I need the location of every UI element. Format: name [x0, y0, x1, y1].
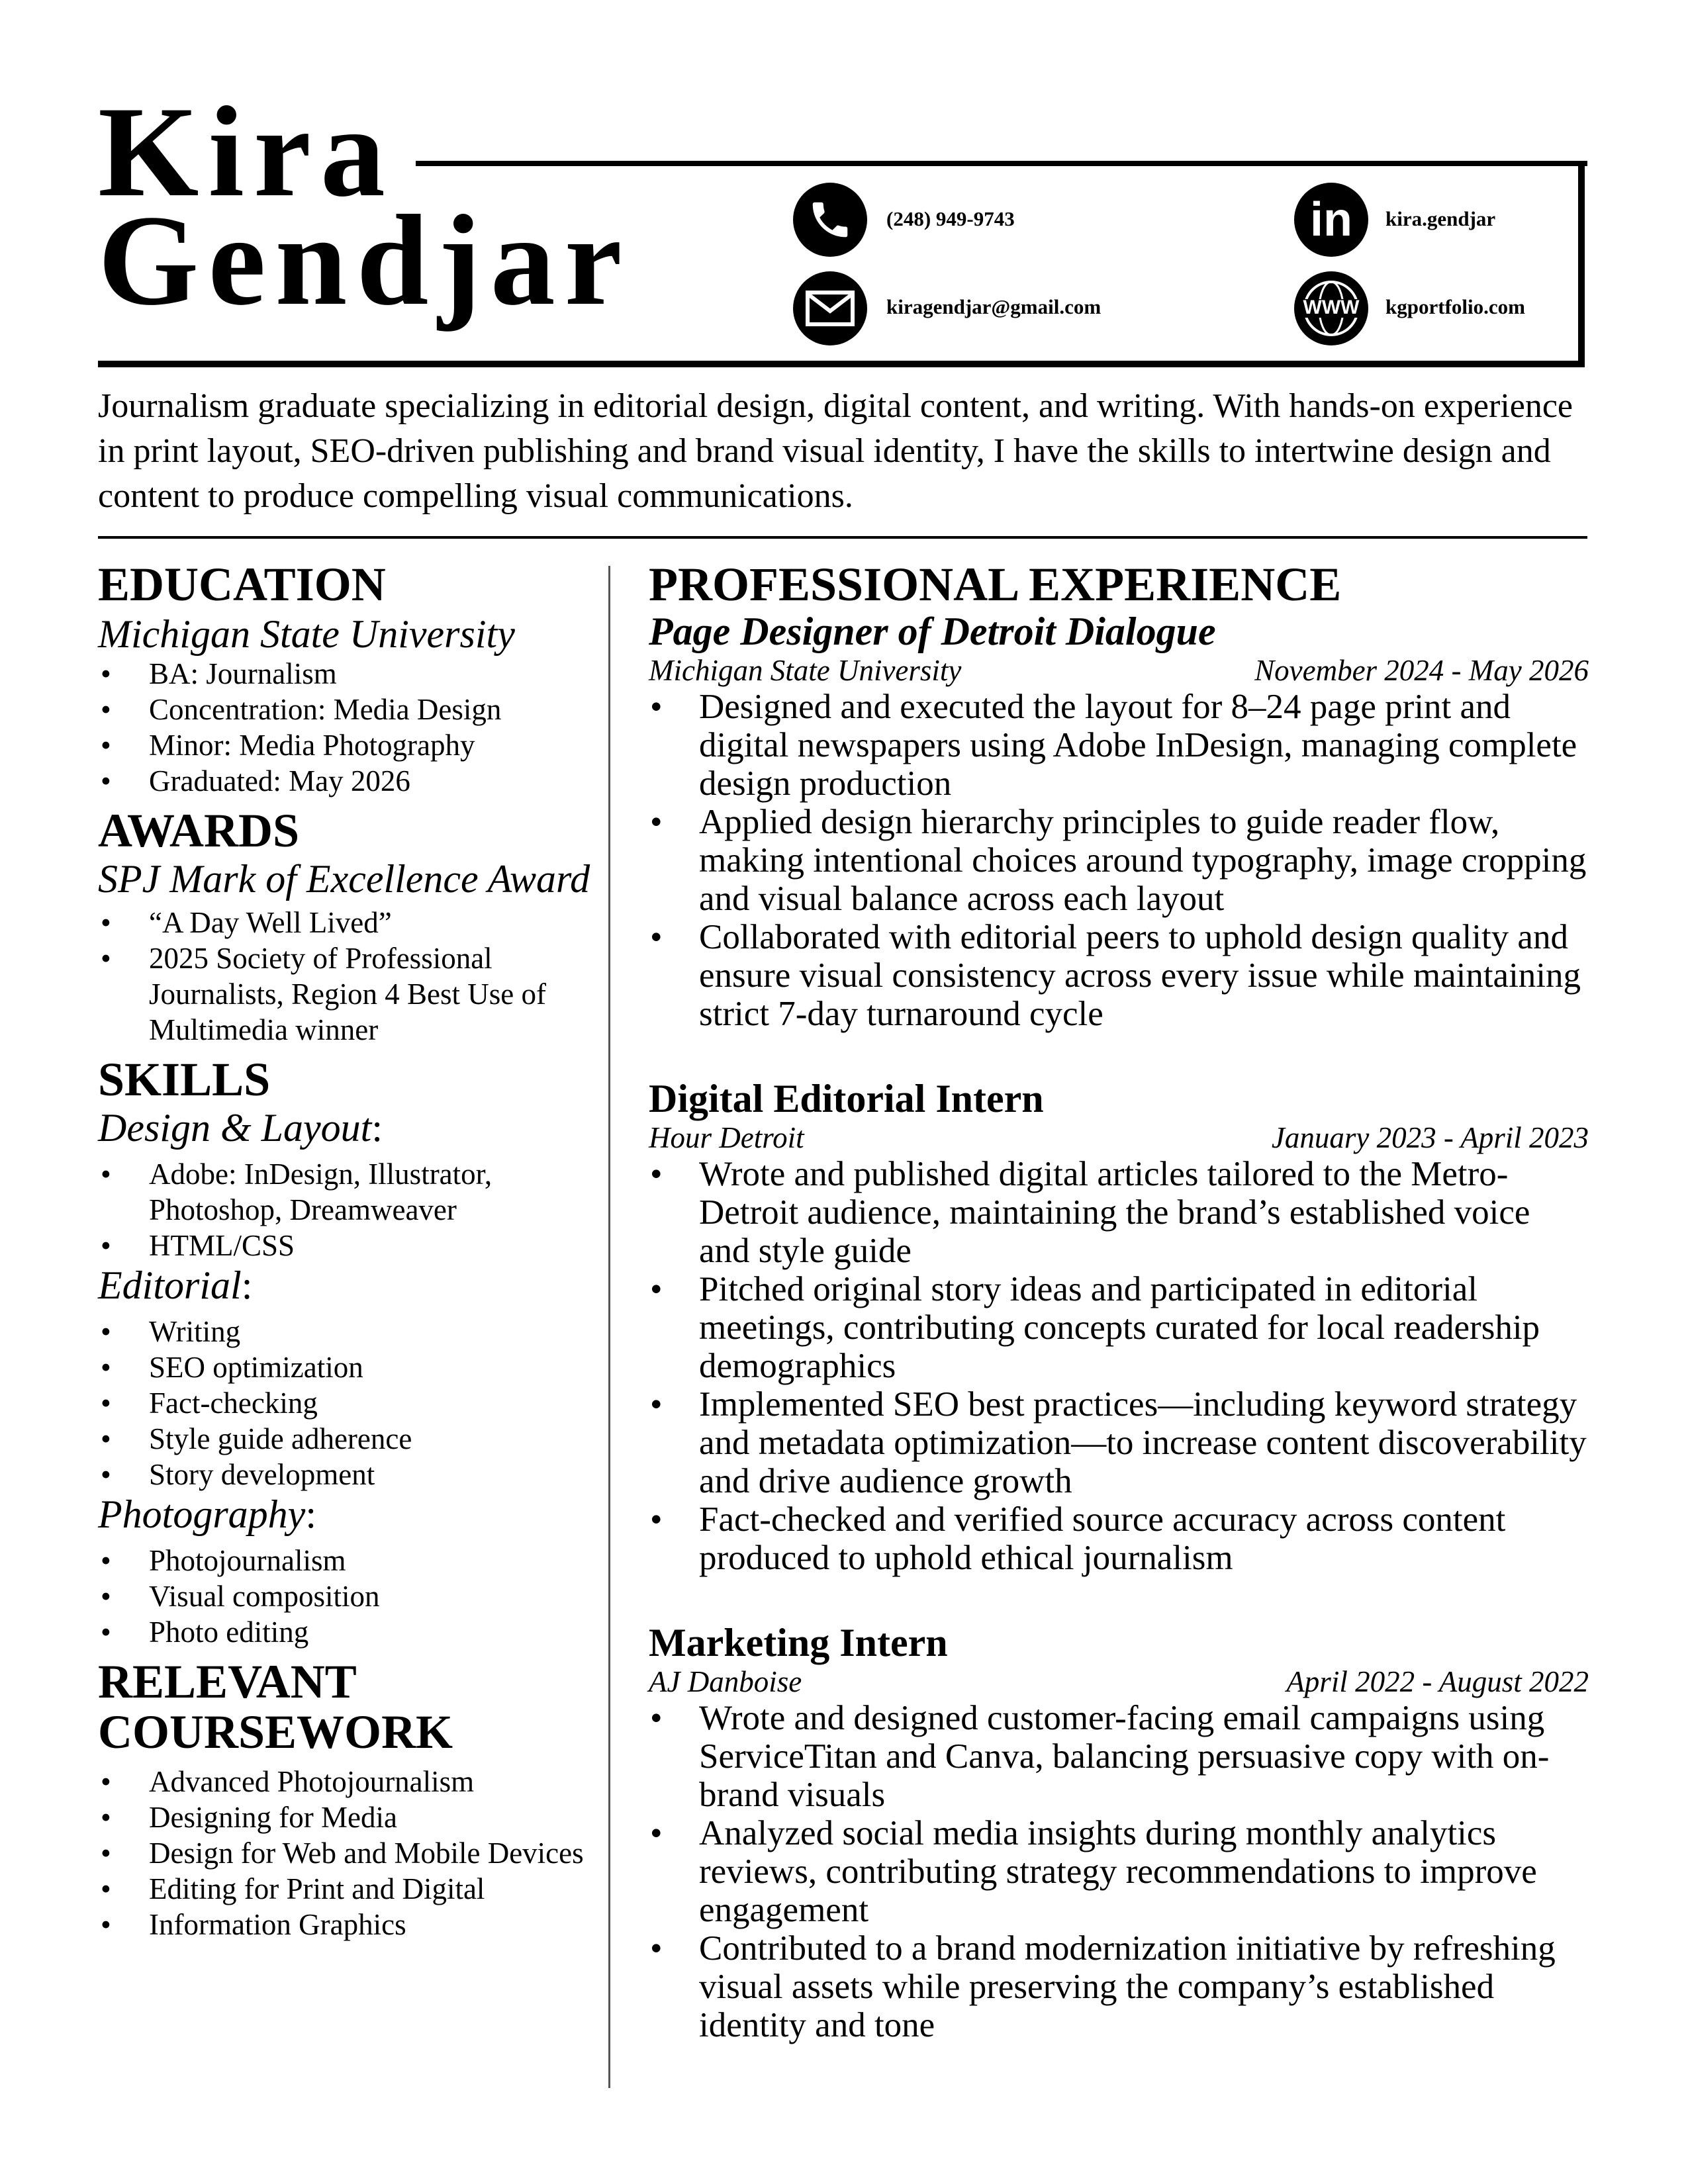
job-title: Marketing Intern: [649, 1621, 948, 1664]
list-item: • Implemented SEO best practices—including keyword strategy and metadata optimization—to increase content discoverability and drive audience growth: [649, 1385, 1589, 1500]
skill-group-title: Editorial:: [98, 1263, 253, 1307]
left-column: [98, 559, 591, 1942]
email-text[interactable]: kiragendjar@gmail.com: [886, 295, 1102, 318]
job-meta: [649, 1664, 1589, 1699]
skill-group-title: Photography:: [98, 1492, 316, 1536]
website-text[interactable]: kgportfolio.com: [1385, 295, 1525, 318]
list-item: • Applied design hierarchy principles to guide reader flow, making intentional choices around typography, image cropping and visual balance across each layout: [649, 803, 1589, 918]
list-item: • Photojournalism: [98, 1543, 591, 1578]
coursework-heading: RELEVANT COURSEWORK: [98, 1655, 453, 1758]
skills-section: [98, 1054, 591, 1650]
job-org: Hour Detroit: [649, 1121, 804, 1154]
education-heading: EDUCATION: [98, 558, 386, 611]
list-item: • Designed and executed the layout for 8–24 page print and digital newspapers using Adobe InDesign, managing complete design production: [649, 688, 1589, 803]
list-item: • Wrote and designed customer-facing email campaigns using ServiceTitan and Canva, balancing persuasive copy with on-brand visuals: [649, 1699, 1589, 1814]
list-item: • Pitched original story ideas and participated in editorial meetings, contributing concepts curated for local readership demographics: [649, 1270, 1589, 1385]
skills-photography-list: [98, 1543, 591, 1650]
job-meta: [649, 1120, 1589, 1155]
summary-rule: [98, 536, 1587, 539]
skills-heading: SKILLS: [98, 1053, 271, 1106]
job-bullets: [649, 688, 1589, 1033]
list-item: • HTML/CSS: [98, 1228, 591, 1263]
column-divider: [608, 566, 610, 2088]
list-item: • Fact-checked and verified source accuracy across content produced to uphold ethical journalism: [649, 1500, 1589, 1577]
skills-editorial-list: [98, 1314, 591, 1492]
first-name: Kira: [98, 80, 395, 224]
list-item: • Design for Web and Mobile Devices: [98, 1835, 591, 1871]
awards-list: [98, 905, 591, 1048]
award-title: SPJ Mark of Excellence Award: [98, 857, 590, 901]
list-item: • Adobe: InDesign, Illustrator, Photoshop, Dreamweaver: [98, 1156, 591, 1228]
experience-heading: PROFESSIONAL EXPERIENCE: [649, 558, 1342, 611]
list-item: • 2025 Society of Professional Journalists, Region 4 Best Use of Multimedia winner: [98, 940, 591, 1048]
list-item: • SEO optimization: [98, 1349, 591, 1385]
www-icon: WWW: [1294, 271, 1368, 345]
list-item: • Story development: [98, 1457, 591, 1492]
last-name: Gendjar: [98, 189, 632, 332]
coursework-list: [98, 1764, 591, 1942]
list-item: • Concentration: Media Design: [98, 692, 591, 727]
job-title: Digital Editorial Intern: [649, 1077, 1044, 1120]
skills-design-list: [98, 1156, 591, 1263]
list-item: • Advanced Photojournalism: [98, 1764, 591, 1799]
skill-group-title: Design & Layout:: [98, 1106, 383, 1150]
list-item: • Editing for Print and Digital: [98, 1871, 591, 1907]
list-item: • Analyzed social media insights during monthly analytics reviews, contributing strategy recommendations to improve engagement: [649, 1814, 1589, 1929]
education-list: [98, 656, 591, 799]
mail-icon: [793, 271, 867, 345]
phone-icon: [793, 183, 867, 257]
list-item: • Photo editing: [98, 1614, 591, 1650]
awards-section: [98, 805, 591, 1048]
school-name: Michigan State University: [98, 612, 515, 656]
phone-text[interactable]: (248) 949-9743: [886, 207, 1015, 230]
list-item: • Minor: Media Photography: [98, 727, 591, 763]
job-bullets: [649, 1155, 1589, 1577]
awards-heading: AWARDS: [98, 804, 300, 857]
list-item: • “A Day Well Lived”: [98, 905, 591, 940]
list-item: • Fact-checking: [98, 1385, 591, 1421]
job-title: Page Designer of Detroit Dialogue: [649, 610, 1216, 653]
job-entry: [649, 1621, 1589, 2044]
list-item: • Graduated: May 2026: [98, 763, 591, 799]
right-column: [649, 559, 1589, 2044]
job-dates: November 2024 - May 2026: [1254, 654, 1589, 687]
list-item: • Contributed to a brand modernization initiative by refreshing visual assets while preserving the company’s established identity and tone: [649, 1929, 1589, 2044]
list-item: • Visual composition: [98, 1578, 591, 1614]
coursework-section: [98, 1657, 591, 1942]
job-entry: [649, 610, 1589, 1033]
linkedin-text[interactable]: kira.gendjar: [1385, 207, 1496, 230]
job-dates: January 2023 - April 2023: [1271, 1121, 1589, 1154]
job-org: AJ Danboise: [649, 1665, 802, 1698]
linkedin-icon: in: [1294, 183, 1368, 257]
job-entry: [649, 1077, 1589, 1577]
list-item: • Information Graphics: [98, 1907, 591, 1942]
list-item: • Wrote and published digital articles tailored to the Metro-Detroit audience, maintaining the brand’s established voice and style guide: [649, 1155, 1589, 1270]
list-item: • Designing for Media: [98, 1799, 591, 1835]
list-item: • Writing: [98, 1314, 591, 1349]
list-item: • BA: Journalism: [98, 656, 591, 692]
job-org: Michigan State University: [649, 654, 962, 687]
job-meta: [649, 653, 1589, 688]
education-section: [98, 559, 591, 799]
job-bullets: [649, 1699, 1589, 2044]
list-item: • Style guide adherence: [98, 1421, 591, 1457]
list-item: • Collaborated with editorial peers to uphold design quality and ensure visual consistency across every issue while maintaining strict 7-day turnaround cycle: [649, 918, 1589, 1033]
job-dates: April 2022 - August 2022: [1286, 1665, 1589, 1698]
summary: Journalism graduate specializing in editorial design, digital content, and writing. With hands-on experience in print layout, SEO-driven publishing and brand visual identity, I have the skills to intertwine design and content to produce compelling visual communications.: [98, 387, 1573, 515]
